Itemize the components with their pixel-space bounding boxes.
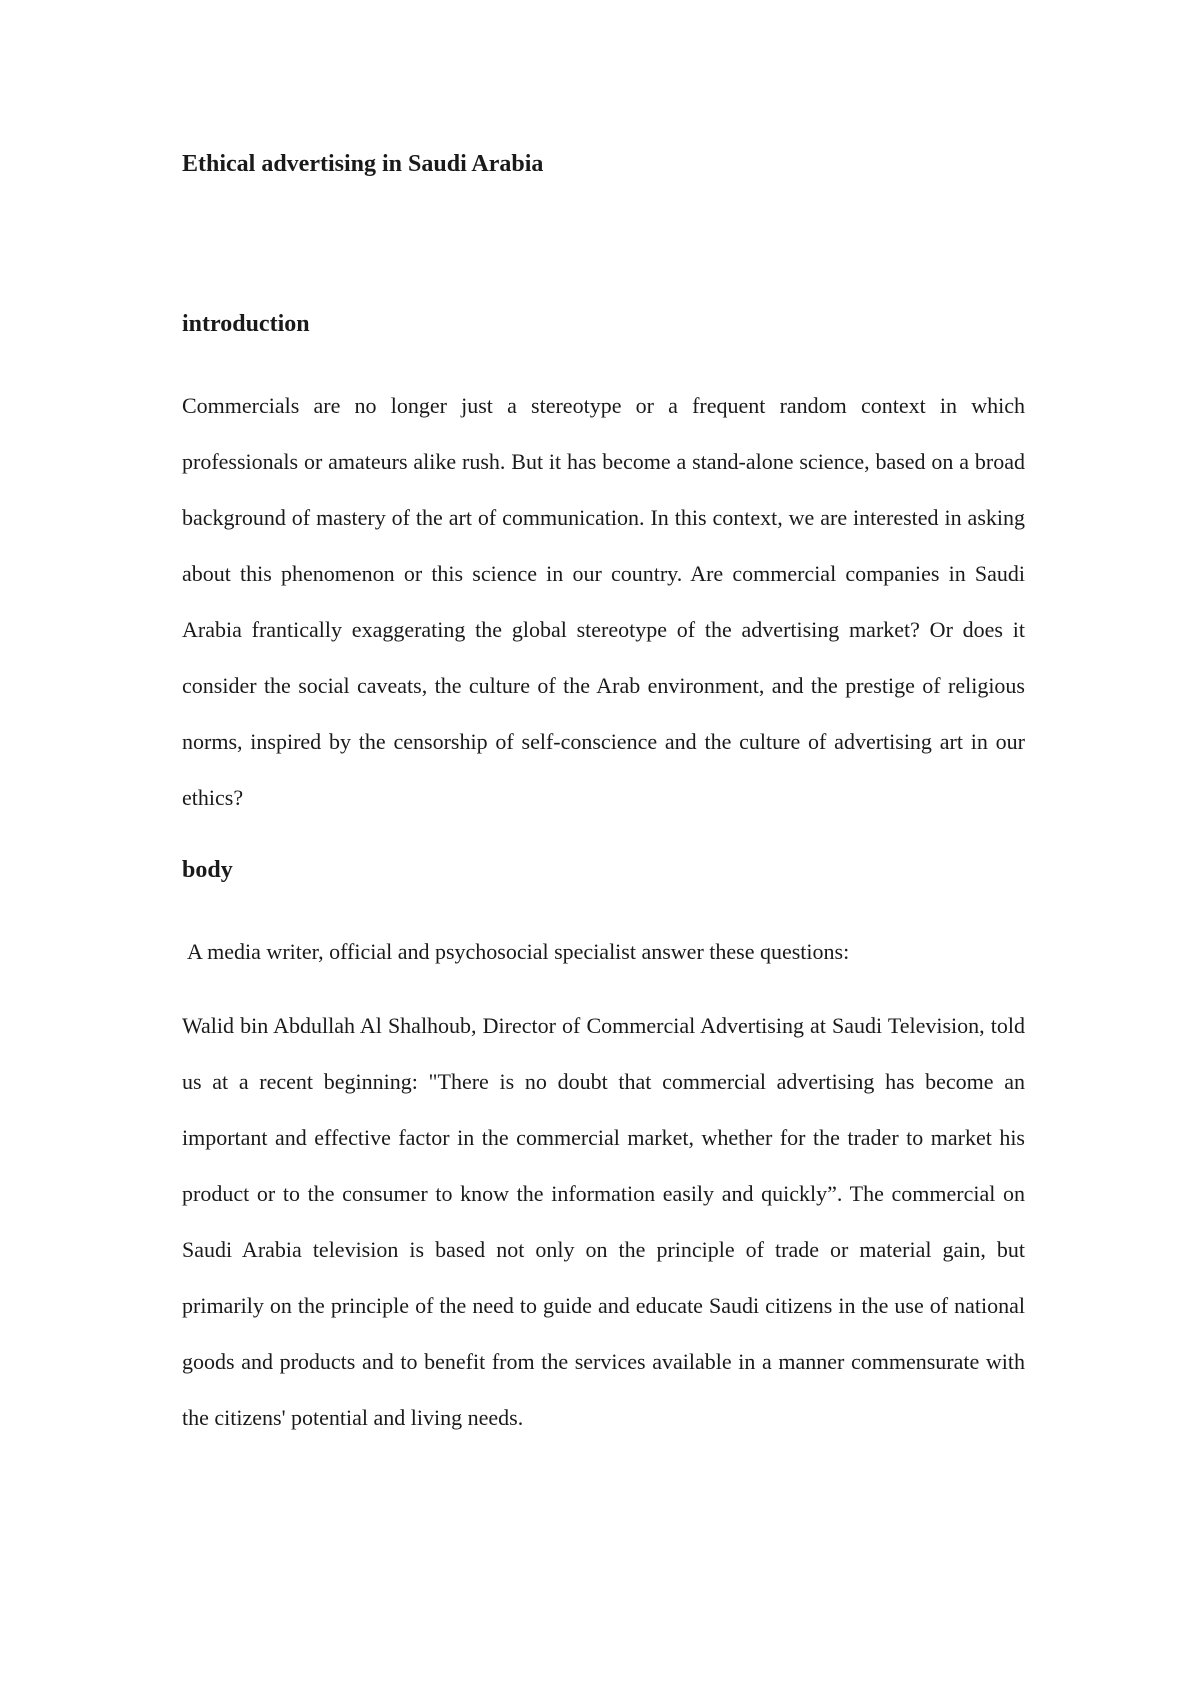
section-heading-introduction: introduction	[182, 311, 310, 337]
section-heading-body: body	[182, 857, 233, 883]
document-title: Ethical advertising in Saudi Arabia	[182, 151, 544, 177]
introduction-paragraph: Commercials are no longer just a stereotype or a frequent random context in which professionals or amateurs alike rush. But it has become a stand-alone science, based on a broad background of mastery of the art of communication. In this context, we are interested in asking about this phenomenon or this science in our country. Are commercial companies in Saudi Arabia frantically exaggerating the global stereotype of the advertising market? Or does it consider the social caveats, the culture of the Arab environment, and the prestige of religious norms, inspired by the censorship of self-conscience and the culture of advertising art in our ethics?	[182, 393, 1025, 810]
body-lead-paragraph: A media writer, official and psychosocial specialist answer these questions:	[187, 939, 850, 964]
body-paragraph: Walid bin Abdullah Al Shalhoub, Director of Commercial Advertising at Saudi Television, told us at a recent beginning: "There is no doubt that commercial advertising has become an important and effective factor in the commercial market, whether for the trader to market his product or to the consumer to know the information easily and quickly”. The commercial on Saudi Arabia television is based not only on the principle of trade or material gain, but primarily on the principle of the need to guide and educate Saudi citizens in the use of national goods and products and to benefit from the services available in a manner commensurate with the citizens' potential and living needs.	[182, 1013, 1025, 1430]
